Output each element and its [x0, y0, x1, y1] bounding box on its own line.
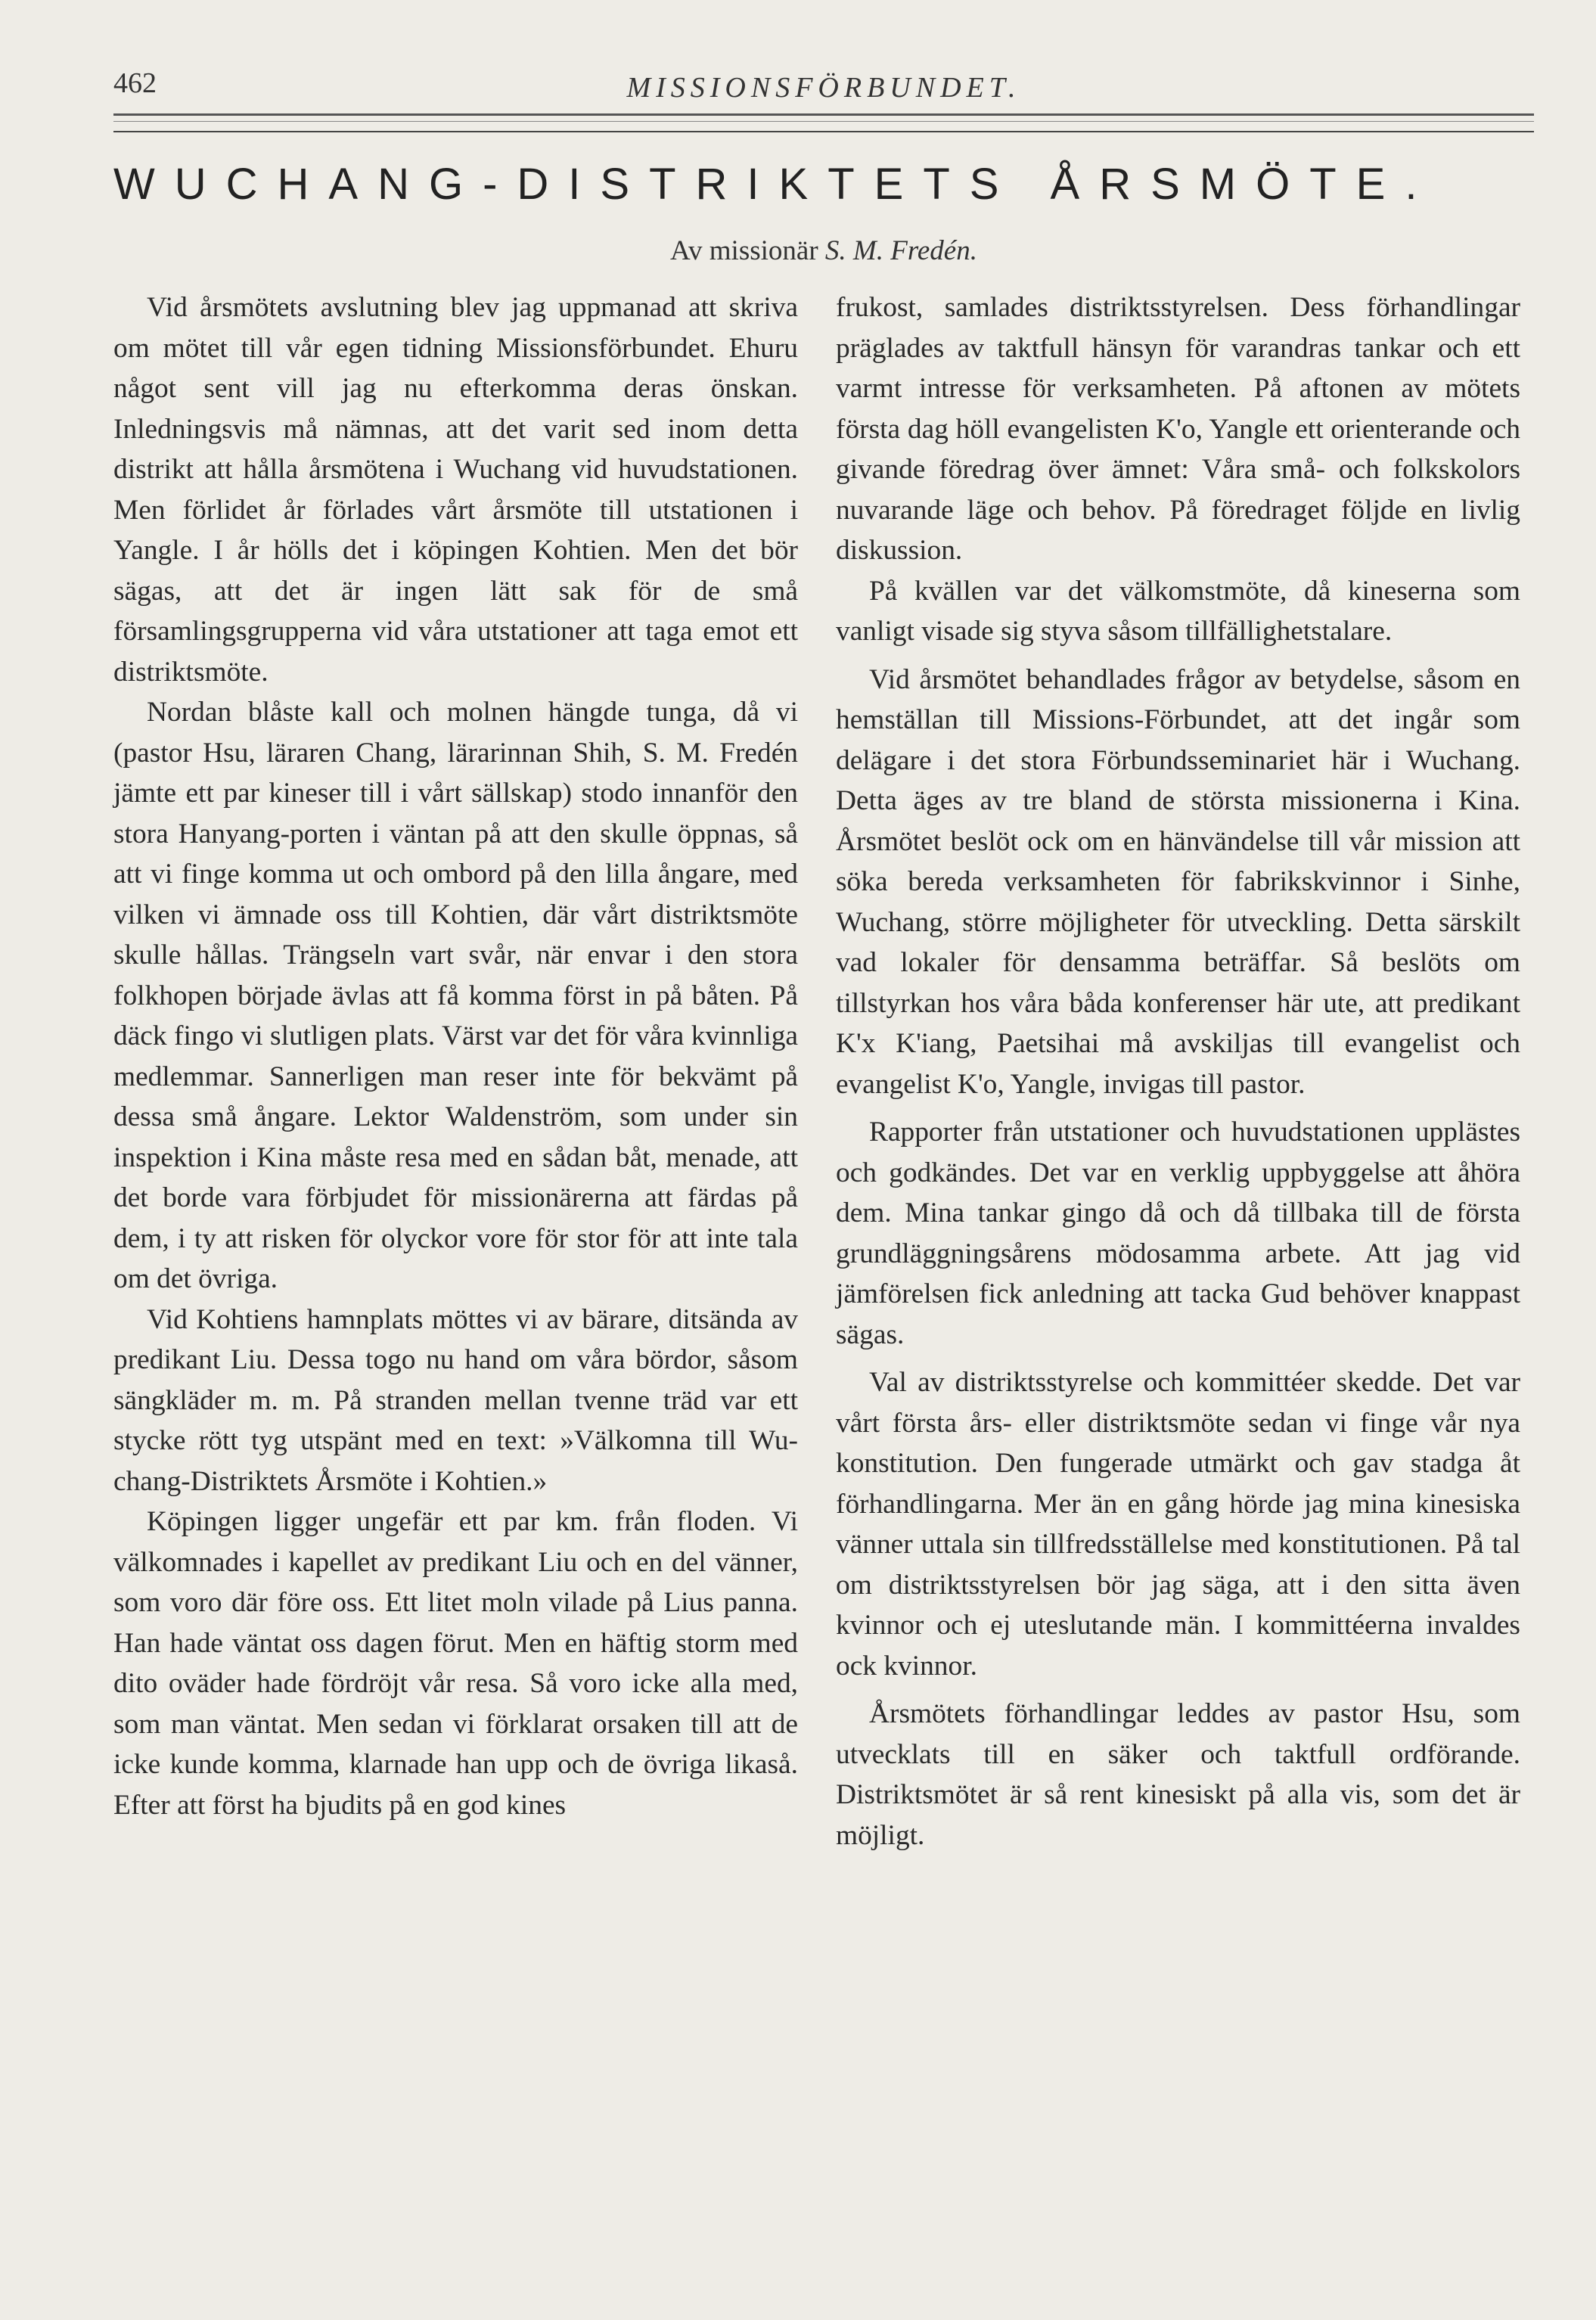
- paragraph: På kvällen var det välkomstmöte, då kineserna som vanligt visade sig styva såsom tillfällighetstalare.: [836, 575, 1520, 647]
- paragraph: frukost, samlades distriktsstyrelsen. Dess förhandlingar präglades av taktfull hänsyn för varandras tankar och ett varmt intresse för verksamheten. På aftonen av mötets första dag höll evangelisten K'o, Yangle ett orienterande och givande föredrag över ämnet: Våra små- och folkskolors nuvarande läge och behov. På föredraget följde en livlig diskussion.: [836, 292, 1520, 566]
- paragraph: Årsmötets förhandlingar leddes av pastor Hsu, som utvecklats till en säker och taktfull ordförande. Distriktsmötet är så rent kinesiskt på alla vis, som det är möjligt.: [836, 1698, 1520, 1851]
- header-rule-top: [113, 113, 1534, 116]
- journal-title: MISSIONSFÖRBUNDET.: [626, 72, 1021, 104]
- page-number: 462: [113, 67, 157, 99]
- paragraph: Val av distriktsstyrelse och kommittéer skedde. Det var vårt första års- eller distriktsmöte sedan vi finge vår nya konstitution. Den fungerade utmärkt och gav stadga åt förhandlingarna. Mer än en gång hörde jag mina kinesiska vänner uttala sin tillfredsställelse med konstitutionen. På tal om distriktsstyrelsen bör jag säga, att i den sitta även kvinnor och ej uteslutande män. I kommittéerna invaldes ock kvinnor.: [836, 1367, 1520, 1682]
- paragraph: Vid årsmötet behandlades frågor av betydelse, såsom en hemställan till Missions-Förbundet, att det ingår som delägare i det stora Förbundsseminariet här i Wuchang. Detta äges av tre bland de största missionerna i Kina. Årsmötet beslöt ock om en hänvändelse till vår mission att söka bereda verksamheten för fabrikskvinnor i Sinhe, Wuchang, större möjligheter för utveckling. Detta särskilt vad lokaler för densamma beträffar. Så beslöts om tillstyrkan hos våra båda konferenser här ute, att predikant K'x K'iang, Paetsihai må avskiljas till evangelist och evangelist K'o, Yangle, invigas till pastor.: [836, 663, 1520, 1100]
- byline: [113, 234, 1534, 267]
- paragraph: Nordan blåste kall och molnen hängde tunga, då vi (pastor Hsu, läraren Chang, lärarinnan Shih, S. M. Fredén jämte ett par kineser till i vårt sällskap) stodo innanför den stora Hanyang-porten i väntan på att den skulle öppnas, så att vi finge komma ut och ombord på den lilla ångare, med vilken vi ämnade oss till Kohtien, där vårt distriktsmöte skulle hållas. Trängseln vart svår, när envar i den stora folkhopen började ävlas att få komma först in på båten. På däck fingo vi slutligen plats. Värst var det för våra kvinnliga medlemmar. Sannerligen man reser inte för bekvämt på dessa små ångare. Lektor Waldenström, som under sin inspektion i Kina måste resa med en sådan båt, menade, att det borde vara förbjudet för missionärerna att färdas på dem, i ty att risken för olyckor vore för stor för att inte tala om det övriga.: [113, 697, 798, 1294]
- running-head: [113, 67, 1534, 120]
- paragraph: Rapporter från utstationer och huvudstationen upplästes och godkändes. Det var en verklig uppbyggelse att åhöra dem. Mina tankar gingo då och då tillbaka till de första grundläggningsårens mödosamma arbete. Att jag vid jämförelsen fick anledning att tacka Gud behöver knappast sägas.: [836, 1117, 1520, 1350]
- right-column: [836, 287, 1520, 1856]
- paragraph: Vid Kohtiens hamnplats möttes vi av bärare, ditsända av predikant Liu. Dessa togo nu hand om våra bördor, såsom sängkläder m. m. På stranden mellan tvenne träd var ett stycke rött tyg utspänt med en text: »Välkomna till Wuchang-Distriktets Årsmöte i Kohtien.»: [113, 1303, 798, 1497]
- paragraph: Köpingen ligger ungefär ett par km. från floden. Vi välkomnades i kapellet av predikant Liu och en del vänner, som voro där före oss. Ett litet moln vilade på Lius panna. Han hade väntat oss dagen förut. Men en häftig storm med dito oväder hade fördröjt vår resa. Så voro icke alla med, som man väntat. Men sedan vi förklarat orsaken till att de icke kunde komma, klarnade han upp och de övriga likaså. Efter att först ha bjudits på en god kines: [113, 1506, 798, 1821]
- header-rule-bottom: [113, 131, 1534, 132]
- byline-author: S. M. Fredén.: [824, 235, 977, 266]
- header-rule-middle: [113, 121, 1534, 122]
- paragraph: Vid årsmötets avslutning blev jag uppmanad att skriva om mötet till vår egen tidning Missionsförbundet. Ehuru något sent vill jag nu efterkomma deras önskan. Inledningsvis må nämnas, att det varit sed inom detta distrikt att hålla årsmötena i Wuchang vid huvudstationen. Men förlidet år förlades vårt årsmöte till utstationen i Yangle. I år hölls det i köpingen Kohtien. Men det bör sägas, att det är ingen lätt sak för de små församlingsgrupperna vid våra utstationer att taga emot ett distriktsmöte.: [113, 292, 798, 688]
- article-title: WUCHANG-DISTRIKTETS ÅRSMÖTE.: [113, 160, 1437, 209]
- byline-prefix: Av missionär: [670, 235, 818, 266]
- left-column: [113, 287, 798, 1825]
